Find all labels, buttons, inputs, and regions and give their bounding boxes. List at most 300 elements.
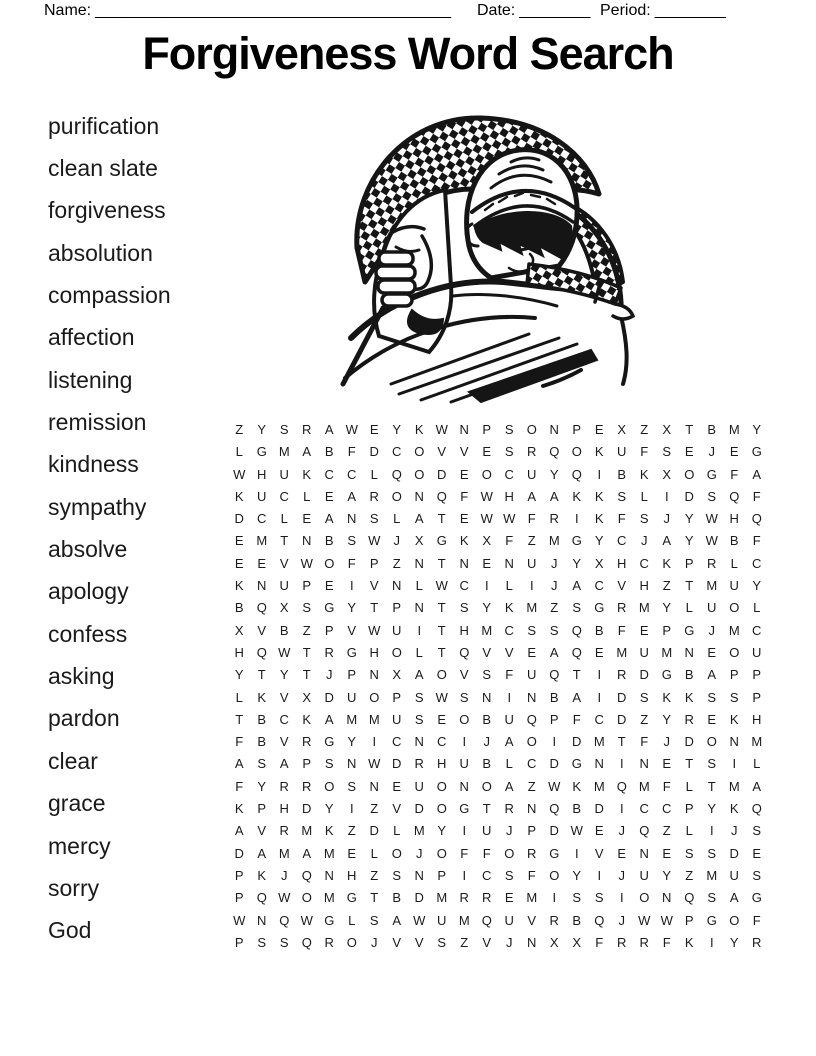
grid-letter: G: [661, 667, 672, 683]
grid-letter: N: [414, 734, 424, 750]
grid-letter: F: [752, 912, 761, 928]
date-blank-line: ________: [519, 2, 591, 19]
grid-letter: H: [257, 466, 267, 482]
grid-letter: I: [574, 845, 579, 861]
grid-letter: Z: [347, 823, 356, 839]
grid-row: [228, 553, 768, 575]
grid-letter: M: [413, 823, 425, 839]
grid-letter: F: [460, 845, 469, 861]
grid-letter: Q: [256, 644, 267, 660]
grid-letter: R: [302, 778, 312, 794]
grid-letter: E: [729, 444, 739, 460]
grid-letter: E: [662, 756, 672, 772]
grid-letter: G: [571, 756, 582, 772]
grid-letter: X: [594, 555, 604, 571]
grid-letter: N: [527, 801, 537, 817]
grid-letter: K: [257, 689, 267, 705]
grid-letter: D: [234, 511, 244, 527]
grid-letter: H: [234, 644, 244, 660]
grid-letter: P: [684, 912, 694, 928]
grid-letter: Y: [729, 934, 739, 950]
grid-letter: D: [369, 823, 379, 839]
grid-letter: K: [572, 488, 582, 504]
grid-letter: K: [257, 867, 267, 883]
grid-letter: Q: [279, 912, 290, 928]
grid-letter: W: [233, 912, 246, 928]
grid-letter: O: [571, 444, 582, 460]
grid-letter: J: [551, 555, 558, 571]
grid-letter: T: [370, 600, 379, 616]
grid-letter: W: [480, 511, 493, 527]
grid-letter: I: [462, 823, 467, 839]
grid-letter: A: [414, 667, 424, 683]
grid-letter: O: [369, 689, 380, 705]
grid-letter: A: [414, 511, 424, 527]
grid-letter: U: [639, 644, 649, 660]
grid-letter: D: [617, 689, 627, 705]
grid-letter: G: [751, 444, 762, 460]
word-list: [48, 105, 171, 952]
grid-letter: V: [459, 444, 469, 460]
grid-letter: L: [753, 600, 761, 616]
grid-letter: Y: [572, 867, 582, 883]
grid-letter: V: [617, 578, 627, 594]
grid-letter: G: [706, 912, 717, 928]
grid-letter: B: [617, 466, 627, 482]
grid-letter: F: [662, 934, 671, 950]
grid-letter: I: [462, 734, 467, 750]
grid-letter: U: [414, 778, 424, 794]
grid-letter: A: [504, 778, 514, 794]
grid-letter: N: [639, 756, 649, 772]
grid-letter: B: [279, 622, 289, 638]
grid-letter: N: [257, 912, 267, 928]
grid-letter: D: [594, 801, 604, 817]
grid-letter: S: [302, 600, 312, 616]
grid-letter: V: [527, 912, 537, 928]
grid-letter: F: [572, 711, 581, 727]
grid-letter: B: [707, 422, 717, 437]
grid-letter: U: [527, 466, 537, 482]
grid-letter: T: [370, 890, 379, 906]
grid-letter: O: [391, 845, 402, 861]
grid-letter: L: [685, 600, 693, 616]
grid-letter: W: [413, 912, 426, 928]
grid-letter: B: [594, 622, 604, 638]
grid-letter: J: [708, 622, 715, 638]
grid-letter: L: [753, 756, 761, 772]
grid-letter: G: [256, 444, 267, 460]
word-list-item: confess: [48, 620, 128, 647]
grid-letter: U: [392, 711, 402, 727]
grid-letter: N: [369, 778, 379, 794]
grid-letter: J: [708, 444, 715, 460]
grid-letter: S: [257, 756, 267, 772]
grid-letter: N: [594, 756, 604, 772]
grid-letter: Q: [571, 466, 582, 482]
grid-letter: U: [504, 912, 514, 928]
grid-letter: D: [302, 801, 312, 817]
grid-letter: W: [233, 466, 246, 482]
grid-letter: O: [414, 466, 425, 482]
grid-letter: Q: [301, 867, 312, 883]
word-list-item: clean slate: [48, 155, 158, 182]
grid-letter: S: [392, 867, 402, 883]
grid-letter: R: [369, 488, 379, 504]
grid-letter: E: [459, 466, 469, 482]
grid-letter: P: [729, 667, 739, 683]
grid-letter: K: [594, 488, 604, 504]
grid-letter: V: [437, 444, 447, 460]
grid-letter: H: [459, 622, 469, 638]
grid-letter: K: [459, 533, 469, 549]
grid-letter: S: [504, 867, 514, 883]
grid-letter: R: [527, 444, 537, 460]
grid-letter: E: [392, 778, 402, 794]
grid-letter: P: [549, 711, 559, 727]
grid-letter: U: [279, 578, 289, 594]
grid-letter: W: [435, 422, 448, 437]
grid-letter: T: [437, 622, 446, 638]
grid-letter: G: [324, 912, 335, 928]
grid-letter: K: [234, 578, 244, 594]
grid-letter: L: [280, 511, 288, 527]
grid-row: [228, 575, 768, 597]
grid-letter: G: [324, 600, 335, 616]
grid-letter: Y: [594, 533, 604, 549]
grid-letter: L: [640, 488, 648, 504]
grid-letter: L: [685, 823, 693, 839]
grid-letter: N: [347, 511, 357, 527]
grid-letter: T: [302, 644, 311, 660]
grid-letter: J: [281, 867, 288, 883]
grid-letter: A: [324, 422, 334, 437]
grid-letter: M: [751, 734, 763, 750]
grid-letter: O: [526, 734, 537, 750]
grid-row: [228, 620, 768, 642]
grid-letter: O: [436, 778, 447, 794]
grid-letter: Z: [640, 422, 649, 437]
grid-letter: N: [324, 867, 334, 883]
grid-letter: H: [279, 801, 289, 817]
grid-letter: P: [527, 823, 537, 839]
word-list-item: remission: [48, 409, 147, 436]
grid-letter: F: [527, 867, 536, 883]
grid-letter: I: [597, 689, 602, 705]
grid-letter: R: [459, 890, 469, 906]
grid-letter: Q: [571, 644, 582, 660]
grid-letter: U: [257, 488, 267, 504]
grid-letter: Z: [235, 422, 244, 437]
grid-letter: V: [459, 667, 469, 683]
grid-letter: S: [482, 667, 492, 683]
grid-letter: S: [459, 689, 469, 705]
grid-letter: I: [732, 756, 737, 772]
grid-letter: M: [728, 422, 740, 437]
grid-letter: W: [435, 578, 448, 594]
grid-row: [228, 441, 768, 463]
grid-letter: C: [437, 734, 447, 750]
grid-letter: Z: [302, 622, 311, 638]
grid-letter: M: [706, 578, 718, 594]
grid-letter: R: [639, 934, 649, 950]
grid-letter: R: [302, 422, 312, 437]
grid-letter: D: [549, 756, 559, 772]
grid-letter: P: [392, 689, 402, 705]
grid-row: [228, 820, 768, 842]
word-list-item: listening: [48, 366, 133, 393]
grid-letter: P: [234, 934, 244, 950]
grid-letter: F: [505, 667, 514, 683]
grid-letter: Y: [437, 823, 447, 839]
grid-letter: G: [706, 466, 717, 482]
grid-letter: X: [662, 466, 672, 482]
grid-letter: U: [437, 912, 447, 928]
grid-letter: C: [527, 756, 537, 772]
word-list-item: purification: [48, 112, 160, 139]
grid-letter: Y: [347, 600, 357, 616]
word-list-item: apology: [48, 578, 129, 605]
word-list-item: compassion: [48, 282, 171, 309]
grid-letter: E: [594, 422, 604, 437]
grid-letter: P: [482, 422, 492, 437]
grid-letter: E: [662, 845, 672, 861]
grid-letter: T: [482, 801, 491, 817]
grid-letter: J: [326, 667, 333, 683]
grid-letter: L: [685, 778, 693, 794]
grid-letter: J: [618, 912, 625, 928]
grid-letter: Q: [684, 890, 695, 906]
grid-letter: K: [662, 689, 672, 705]
grid-letter: M: [323, 890, 335, 906]
grid-letter: S: [639, 511, 649, 527]
grid-letter: R: [684, 711, 694, 727]
grid-letter: C: [392, 444, 402, 460]
grid-letter: Z: [392, 555, 401, 571]
grid-letter: L: [348, 912, 356, 928]
grid-letter: D: [729, 845, 739, 861]
grid-letter: V: [482, 644, 492, 660]
grid-letter: N: [459, 422, 469, 437]
grid-letter: F: [617, 622, 626, 638]
grid-letter: E: [594, 823, 604, 839]
grid-letter: Y: [257, 422, 267, 437]
grid-letter: E: [482, 555, 492, 571]
grid-letter: M: [638, 600, 650, 616]
grid-letter: N: [459, 555, 469, 571]
grid-letter: K: [234, 488, 244, 504]
grid-letter: P: [662, 622, 672, 638]
grid-letter: T: [280, 533, 289, 549]
grid-letter: G: [346, 644, 357, 660]
grid-letter: I: [709, 934, 714, 950]
grid-letter: H: [369, 644, 379, 660]
grid-letter: D: [234, 845, 244, 861]
grid-letter: C: [594, 578, 604, 594]
grid-letter: B: [482, 756, 492, 772]
grid-letter: J: [416, 845, 423, 861]
grid-letter: O: [481, 466, 492, 482]
grid-letter: Z: [370, 867, 379, 883]
grid-letter: T: [437, 555, 446, 571]
grid-letter: S: [707, 756, 717, 772]
grid-letter: A: [234, 756, 244, 772]
grid-letter: C: [459, 578, 469, 594]
grid-letter: V: [594, 845, 604, 861]
grid-letter: U: [707, 600, 717, 616]
grid-row: [228, 753, 768, 775]
grid-letter: I: [664, 488, 669, 504]
grid-letter: V: [482, 934, 492, 950]
grid-letter: E: [369, 422, 379, 437]
word-list-item: absolution: [48, 239, 153, 266]
grid-letter: O: [684, 466, 695, 482]
grid-letter: M: [346, 711, 358, 727]
grid-letter: S: [527, 622, 537, 638]
grid-letter: A: [302, 845, 312, 861]
grid-letter: O: [729, 600, 740, 616]
grid-letter: D: [639, 667, 649, 683]
word-list-item: God: [48, 917, 92, 944]
grid-letter: E: [302, 511, 312, 527]
grid-letter: I: [552, 734, 557, 750]
grid-letter: E: [707, 711, 717, 727]
grid-letter: L: [393, 511, 401, 527]
grid-row: [228, 464, 768, 486]
grid-letter: Q: [549, 801, 560, 817]
grid-letter: S: [504, 422, 514, 437]
grid-letter: J: [551, 578, 558, 594]
grid-letter: D: [437, 466, 447, 482]
grid-letter: W: [705, 511, 718, 527]
grid-row: [228, 597, 768, 619]
grid-letter: L: [505, 578, 513, 594]
grid-letter: V: [279, 689, 289, 705]
grid-letter: B: [684, 667, 694, 683]
grid-letter: J: [506, 934, 513, 950]
grid-letter: N: [482, 689, 492, 705]
grid-letter: F: [235, 734, 244, 750]
grid-letter: M: [481, 622, 493, 638]
grid-letter: Q: [639, 823, 650, 839]
grid-letter: W: [548, 778, 561, 794]
grid-letter: C: [347, 466, 357, 482]
grid-letter: A: [324, 711, 334, 727]
grid-letter: Q: [256, 890, 267, 906]
grid-letter: O: [504, 845, 515, 861]
grid-letter: C: [482, 867, 492, 883]
grid-letter: S: [437, 934, 447, 950]
grid-letter: R: [707, 555, 717, 571]
grid-letter: C: [639, 801, 649, 817]
grid-letter: Q: [594, 912, 605, 928]
grid-letter: G: [571, 533, 582, 549]
grid-letter: Y: [662, 711, 672, 727]
grid-letter: D: [684, 734, 694, 750]
grid-letter: U: [527, 667, 537, 683]
grid-letter: T: [685, 578, 694, 594]
grid-letter: W: [368, 533, 381, 549]
grid-letter: I: [597, 466, 602, 482]
grid-letter: U: [279, 466, 289, 482]
word-list-item: pardon: [48, 705, 120, 732]
grid-letter: N: [527, 689, 537, 705]
grid-letter: D: [324, 689, 334, 705]
grid-letter: U: [527, 555, 537, 571]
grid-letter: V: [257, 622, 267, 638]
grid-row: [228, 642, 768, 664]
grid-letter: L: [235, 689, 243, 705]
grid-letter: A: [324, 511, 334, 527]
grid-letter: T: [235, 711, 244, 727]
grid-letter: B: [482, 711, 492, 727]
grid-letter: G: [346, 890, 357, 906]
grid-letter: I: [349, 578, 354, 594]
grid-letter: Y: [752, 422, 762, 437]
grid-letter: V: [257, 823, 267, 839]
name-blank-line: ________________________________________: [95, 2, 452, 19]
grid-letter: H: [617, 555, 627, 571]
grid-letter: Y: [549, 466, 559, 482]
grid-letter: S: [707, 689, 717, 705]
grid-letter: S: [707, 488, 717, 504]
grid-letter: S: [594, 890, 604, 906]
grid-letter: K: [639, 466, 649, 482]
grid-letter: O: [324, 778, 335, 794]
grid-letter: E: [324, 488, 334, 504]
grid-letter: S: [414, 711, 424, 727]
grid-letter: C: [257, 511, 267, 527]
grid-letter: O: [639, 890, 650, 906]
grid-letter: Y: [279, 667, 289, 683]
grid-letter: M: [616, 644, 628, 660]
grid-letter: M: [436, 890, 448, 906]
grid-letter: F: [460, 488, 469, 504]
grid-letter: E: [347, 845, 357, 861]
grid-letter: R: [482, 890, 492, 906]
grid-letter: Z: [662, 578, 671, 594]
grid-letter: S: [279, 422, 289, 437]
grid-letter: Z: [527, 778, 536, 794]
grid-letter: N: [639, 845, 649, 861]
grid-letter: D: [549, 823, 559, 839]
grid-letter: E: [639, 622, 649, 638]
grid-letter: W: [300, 912, 313, 928]
grid-letter: F: [730, 466, 739, 482]
grid-letter: S: [707, 890, 717, 906]
grid-letter: I: [619, 801, 624, 817]
grid-letter: X: [662, 422, 672, 437]
grid-letter: R: [617, 934, 627, 950]
grid-letter: Y: [257, 778, 267, 794]
grid-letter: N: [414, 867, 424, 883]
grid-letter: C: [662, 801, 672, 817]
grid-letter: F: [617, 511, 626, 527]
grid-letter: E: [617, 845, 627, 861]
grid-letter: I: [417, 622, 422, 638]
grid-letter: Y: [234, 667, 244, 683]
grid-letter: V: [392, 934, 402, 950]
grid-letter: A: [257, 845, 267, 861]
grid-letter: L: [505, 756, 513, 772]
grid-letter: G: [594, 600, 605, 616]
grid-letter: F: [752, 533, 761, 549]
grid-letter: Z: [527, 533, 536, 549]
grid-letter: N: [257, 578, 267, 594]
grid-letter: Q: [549, 444, 560, 460]
grid-letter: O: [549, 867, 560, 883]
grid-letter: O: [391, 644, 402, 660]
